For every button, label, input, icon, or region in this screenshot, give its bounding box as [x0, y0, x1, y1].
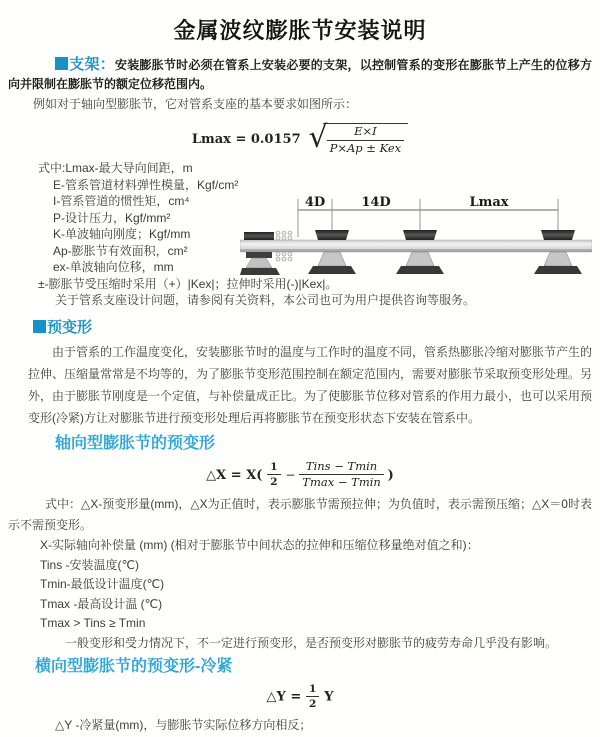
section-square-icon: [33, 320, 46, 333]
lmax-formula-lhs: Lmax = 0.0157: [191, 132, 301, 147]
axial-item: Tmax -最高设计温 (℃): [40, 596, 163, 611]
lateral-formula-lhs: △Y =: [266, 689, 302, 705]
section-heading-preform-row: [33, 317, 592, 339]
axial-explain-paragraph: 式中：△X-预变形量(mm)，△X为正值时，表示膨胀节需预拉伸；为负值时，表示需预压缩；△X＝0时表示不需预变形。: [8, 497, 592, 533]
preform-paragraph: 由于管系的工作温度变化，安装膨胀节时的温度与工作时的温度不同，管系热膨胀冷缩对膨胀节产生的拉伸、压缩量常常是不均等的，为了膨胀节变形范围控制在额定范围内，需要对膨胀节采取预变形处理。另外，由于膨胀节刚度是一个定值，与补偿量成正比。为了使膨胀节位移对管系的作用力最小，也可以采用预变形(冷紧)方让对膨胀节进行预变形处理后再将膨胀节在预变形状态下安装在管系中。: [28, 344, 593, 425]
axial-item: Tmax > Tins ≥ Tmin: [40, 616, 146, 631]
lmax-fraction-denominator: P×Ap ± Kex: [329, 141, 402, 155]
section-square-icon: [55, 57, 68, 70]
page-title: 金属波纹膨胀节安装说明: [173, 18, 427, 43]
radical-sign: √: [308, 120, 328, 155]
axial-note-line: 一般变形和受力情况下，不一定进行预变形，是否预变形对膨胀节的疲劳寿命几乎没有影响。: [65, 635, 558, 650]
support-intro-paragraph: [8, 55, 592, 94]
lateral-formula-rhs: Y: [324, 689, 334, 705]
lmax-fraction-numerator: E×I: [327, 125, 405, 141]
definition-line: 式中:Lmax-最大导向间距，m: [38, 161, 193, 175]
axial-symbol-list: [8, 536, 592, 634]
definition-line: I-管系管道的惯性矩，cm⁴: [53, 194, 190, 208]
minus-sign: −: [285, 467, 296, 482]
pipe-anchor: [240, 232, 280, 275]
lateral-preform-formula: [8, 683, 592, 711]
section-heading-preform-label: 预变形: [47, 318, 93, 336]
lateral-explain-line: △Y -冷紧量(mm)，与膨胀节实际位移方向相反；: [55, 717, 312, 732]
axial-subheading: 轴向型膨胀节的预变形: [55, 434, 216, 452]
right-paren: ): [387, 467, 394, 483]
temperature-fraction: $\frac{\text{Tins − Tmin}}{Tmax - Tmin}$: [299, 460, 384, 491]
dim-label-4d: 4D: [304, 195, 326, 210]
lateral-subheading: 横向型膨胀节的预变形-冷紧: [35, 657, 233, 675]
lmax-fraction: [327, 125, 405, 156]
axial-item: X-实际轴向补偿量 (mm) (相对于膨胀节中间状态的拉伸和压缩位移量绝对值之和)：: [40, 538, 479, 553]
axial-item: Tins -安装温度(℃): [40, 557, 140, 572]
lmax-formula: [8, 122, 592, 157]
dim-label-lmax: Lmax: [469, 195, 509, 210]
support-intro-text: 安装膨胀节时必须在管系上安装必要的支架，以控制管系的变形在膨胀节上产生的位移方向并限制在膨胀节的额定位移范围内。: [8, 58, 592, 91]
section-heading-support: [55, 56, 115, 73]
pipe-support-diagram: [240, 190, 592, 286]
section-heading-support-label: 支架：: [69, 56, 115, 73]
plusminus-note-line: ±-膨胀节受压缩时采用（+）|Kex|；拉伸时采用(-)|Kex|。: [38, 276, 338, 291]
one-half-fraction: $\frac{1}{2}$: [267, 461, 280, 489]
definition-line: ex-单波轴向位移，mm: [53, 260, 174, 274]
support-example-line: 例如对于轴向型膨胀节，它对管系支座的基本要求如图所示：: [33, 97, 358, 111]
axial-preform-formula: [8, 460, 592, 491]
definition-line: K-单波轴向刚度；Kgf/mm: [53, 227, 191, 241]
axial-formula-lhs: △X = X(: [206, 467, 263, 483]
one-half-fraction: $\frac{1}{2}$: [306, 683, 319, 711]
definition-line: P-设计压力，Kgf/mm²: [53, 210, 171, 225]
consult-line: 关于管系支座设计问题，请参阅有关资料，本公司也可为用户提供咨询等服务。: [55, 293, 476, 307]
dim-label-14d: 14D: [361, 195, 391, 210]
axial-item: Tmin-最低设计温度(℃): [40, 577, 165, 592]
definition-line: Ap-膨胀节有效面积，cm²: [53, 243, 188, 258]
radicand: [323, 123, 409, 156]
definition-line: E-管系管道材料弹性模量，Kgf/cm²: [53, 177, 239, 192]
